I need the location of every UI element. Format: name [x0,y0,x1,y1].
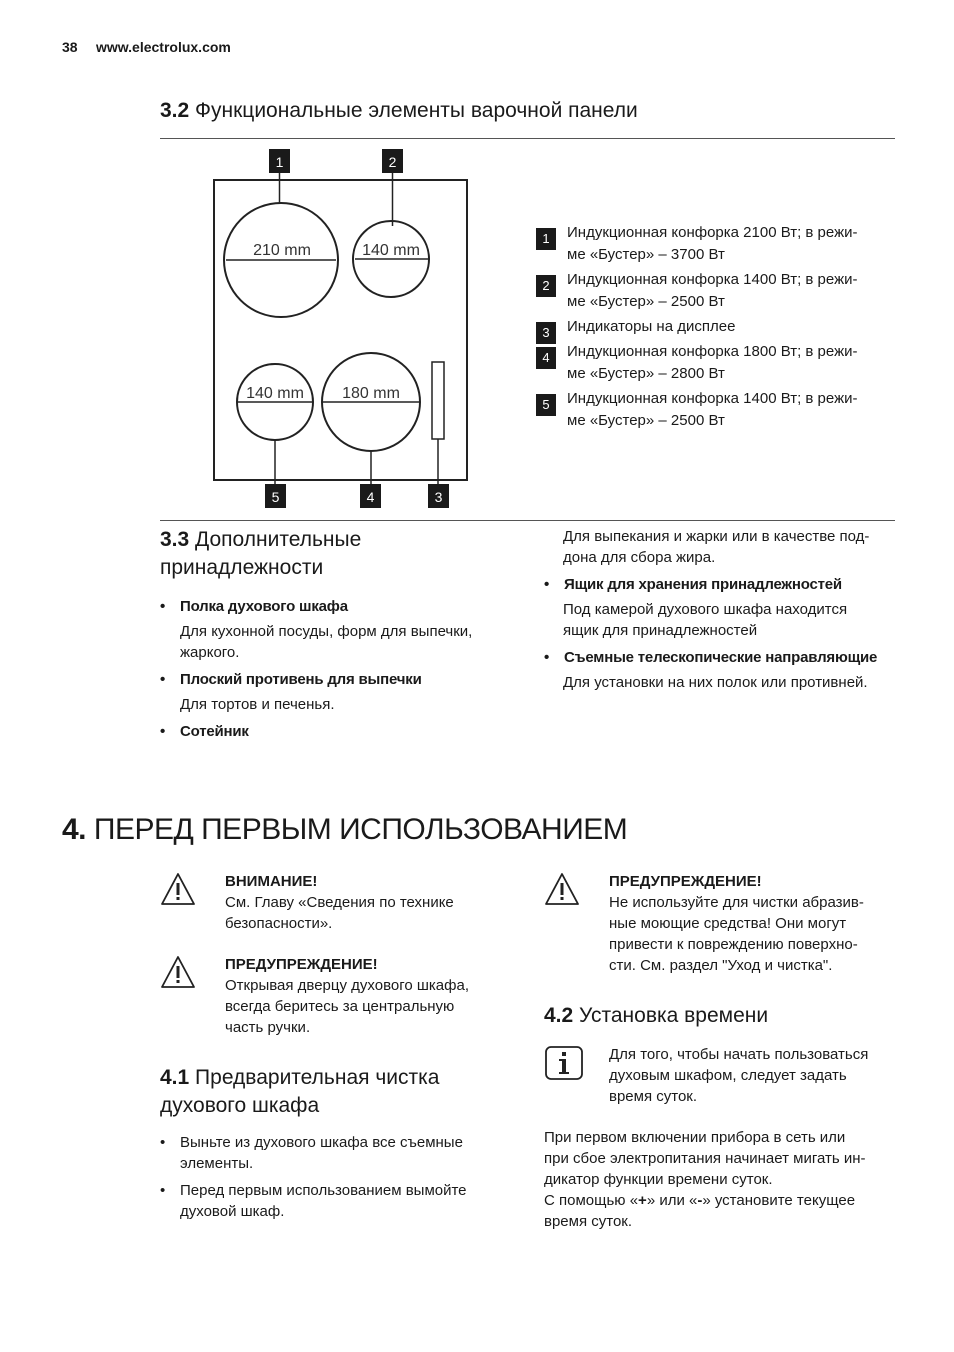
text-fragment: » или « [646,1192,698,1209]
list-text: • Выньте из духового шкафа все съемные [180,1134,463,1151]
note-text: часть ручки. [225,1019,311,1036]
section-number: 4.1 [160,1066,190,1089]
hob-outline [214,180,467,480]
callout-3-label: 3 [434,489,443,505]
accessories-right-column [544,526,904,697]
callout-1-label: 1 [275,154,284,170]
description-line: Под камерой духового шкафа находится [563,601,848,618]
legend-text: Индукционная конфорка 1400 Вт; в режи- [567,271,858,288]
warning-icon [160,872,196,906]
item-description [544,672,904,693]
callout-5-label: 5 [271,489,280,505]
list-item: • Плоский противень для выпечки [160,669,520,690]
description-line: Для выпекания и жарки или в качестве под- [563,528,870,545]
list-text: духовой шкаф. [180,1203,285,1220]
info-icon [544,1045,584,1081]
item-description [544,526,904,568]
plus-key: + [638,1192,647,1209]
legend-item [536,269,896,313]
section-divider [160,138,895,139]
paragraph-line: дикатор функции времени суток. [544,1171,773,1188]
warning-icon [160,955,196,989]
note-text: См. Главу «Сведения по технике [225,894,454,911]
zone-2-size: 140 mm [362,242,420,259]
legend-item [536,316,896,338]
warning-note [225,871,515,934]
legend-item [536,388,896,432]
legend-badge: 4 [536,347,556,369]
list-item [160,1180,520,1222]
list-item: • Сотейник [160,721,520,742]
paragraph-line [544,1190,904,1211]
section-3-2-heading [160,97,638,125]
zone-1-size: 210 mm [253,242,311,259]
legend-badge: 3 [536,322,556,344]
legend-text: Индукционная конфорка 1800 Вт; в режи- [567,343,858,360]
note-title: ПРЕДУПРЕЖДЕНИЕ! [609,873,762,890]
legend-text: ме «Бустер» – 2800 Вт [567,365,725,382]
section-4-2-heading [544,1002,768,1030]
list-item [160,1132,520,1174]
display-indicator [432,362,444,439]
chapter-number: 4. [62,813,87,846]
note-text: ные моющие средства! Они могут [609,915,847,932]
note-text: Не используйте для чистки абразив- [609,894,864,911]
diagram-legend [536,222,896,435]
zone-5-size: 140 mm [246,385,304,402]
description-line: жаркого. [180,644,240,661]
chapter-4-heading [62,813,627,847]
item-description [544,599,904,641]
note-text: всегда беритесь за центральную [225,998,455,1015]
warning-note [609,871,909,976]
callout-2-label: 2 [388,154,397,170]
legend-text: Индукционная конфорка 2100 Вт; в режи- [567,224,858,241]
chapter-title: ПЕРЕД ПЕРВЫМ ИСПОЛЬЗОВАНИЕМ [93,813,628,846]
callout-4-label: 4 [366,489,375,505]
section-3-3-heading [160,526,361,582]
description-line: Для тортов и печенья. [180,696,335,713]
section-title: духового шкафа [160,1094,320,1117]
section-number: 4.2 [544,1004,574,1027]
legend-text: Индикаторы на дисплее [567,318,736,335]
item-description [160,694,520,715]
time-setting-paragraph [544,1127,904,1232]
legend-text: ме «Бустер» – 2500 Вт [567,412,725,429]
note-text: духовым шкафом, следует задать [609,1067,847,1084]
text-fragment: С помощью « [544,1192,639,1209]
paragraph-line: время суток. [544,1213,633,1230]
section-title: принадлежности [160,556,324,579]
section-number: 3.3 [160,528,190,551]
warning-icon [544,872,580,906]
legend-badge: 1 [536,228,556,250]
cleaning-list [160,1126,520,1222]
section-title: Дополнительные [195,528,362,551]
note-text: привести к повреждению поверхно- [609,936,858,953]
list-item: • Ящик для хранения принадлежностей [544,574,904,595]
list-item: • Полка духового шкафа [160,596,520,617]
legend-text: Индукционная конфорка 1400 Вт; в режи- [567,390,858,407]
minus-key: - [697,1192,703,1209]
accessories-left-column [160,590,520,742]
description-line: ящик для принадлежностей [563,622,758,639]
section-4-1-heading [160,1064,439,1120]
section-divider [160,520,895,521]
note-text: безопасности». [225,915,333,932]
note-title: ПРЕДУПРЕЖДЕНИЕ! [225,956,378,973]
text-fragment: » установите текущее [702,1192,856,1209]
note-text: Открывая дверцу духового шкафа, [225,977,469,994]
section-title: Функциональные элементы варочной панели [195,99,638,122]
description-line: Для кухонной посуды, форм для выпечки, [180,623,473,640]
section-title: Предварительная чистка [195,1066,440,1089]
page-number: 38 [62,39,78,55]
warning-note [225,954,515,1038]
note-text: Для того, чтобы начать пользоваться [609,1046,869,1063]
zone-4-size: 180 mm [342,385,400,402]
legend-text: ме «Бустер» – 2500 Вт [567,293,725,310]
note-title: ВНИМАНИЕ! [225,873,318,890]
note-text: сти. См. раздел "Уход и чистка". [609,957,833,974]
list-text: элементы. [180,1155,254,1172]
paragraph-line: при сбое электропитания начинает мигать ин- [544,1150,866,1167]
legend-text: ме «Бустер» – 3700 Вт [567,246,725,263]
section-number: 3.2 [160,99,190,122]
hob-diagram [160,140,480,515]
description-line: Для установки на них полок или противней. [563,674,868,691]
description-line: дона для сбора жира. [563,549,716,566]
legend-item [536,341,896,385]
note-text: время суток. [609,1088,698,1105]
item-description [160,621,520,663]
site-url: www.electrolux.com [96,39,231,55]
section-title: Установка времени [579,1004,769,1027]
paragraph-line: При первом включении прибора в сеть или [544,1129,846,1146]
list-text: • Перед первым использованием вымойте [180,1182,467,1199]
legend-badge: 5 [536,394,556,416]
legend-badge: 2 [536,275,556,297]
info-note [609,1044,909,1107]
legend-item [536,222,896,266]
list-item: • Съемные телескопические направляющие [544,647,904,668]
